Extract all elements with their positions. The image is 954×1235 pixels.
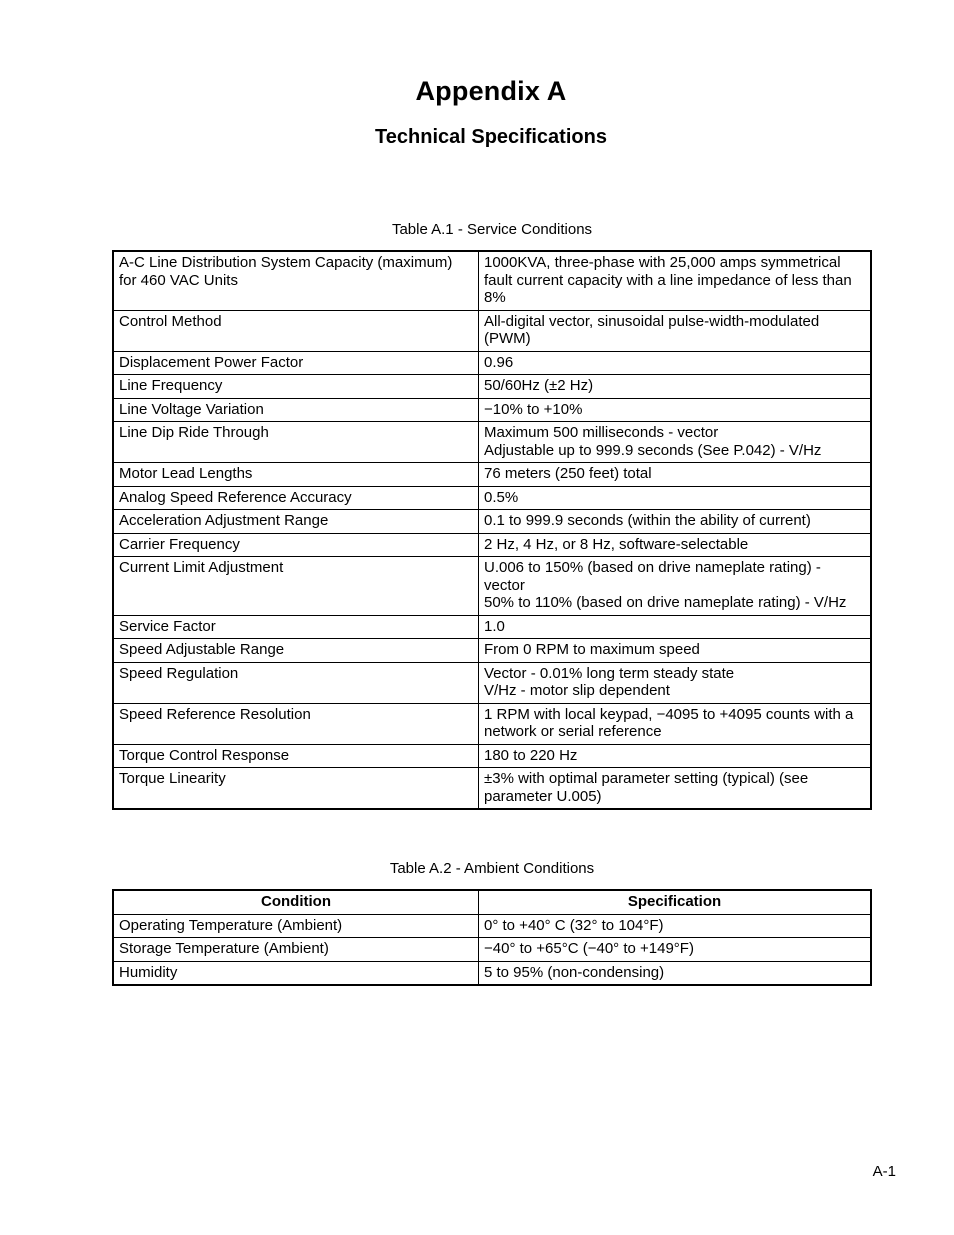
page-title: Appendix A	[415, 76, 567, 106]
row-value: All-digital vector, sinusoidal pulse-width-modulated (PWM)	[479, 310, 872, 351]
row-label: Torque Linearity	[113, 768, 479, 810]
row-label: Storage Temperature (Ambient)	[113, 938, 479, 962]
row-value: 50/60Hz (±2 Hz)	[479, 375, 872, 399]
ambient-conditions-table	[112, 889, 872, 986]
row-value: 1 RPM with local keypad, −4095 to +4095 counts with a network or serial reference	[479, 703, 872, 744]
row-value: 0.96	[479, 351, 872, 375]
row-value: −40° to +65°C (−40° to +149°F)	[479, 938, 872, 962]
table-row	[113, 639, 871, 663]
row-value: U.006 to 150% (based on drive nameplate rating) - vector 50% to 110% (based on drive nameplate rating) - V/Hz	[479, 557, 872, 616]
row-label: Service Factor	[113, 615, 479, 639]
row-value: 76 meters (250 feet) total	[479, 463, 872, 487]
table-row	[113, 914, 871, 938]
row-label: Operating Temperature (Ambient)	[113, 914, 479, 938]
table-row	[113, 463, 871, 487]
row-label: Displacement Power Factor	[113, 351, 479, 375]
table-row	[113, 703, 871, 744]
row-value: 5 to 95% (non-condensing)	[479, 961, 872, 985]
row-value: 0.1 to 999.9 seconds (within the ability of current)	[479, 510, 872, 534]
page-number: A-1	[872, 1163, 896, 1180]
row-value: 1000KVA, three-phase with 25,000 amps symmetrical fault current capacity with a line impedance of less than 8%	[479, 251, 872, 310]
table-caption-ambient-conditions: Table A.2 - Ambient Conditions	[389, 860, 595, 877]
row-label: Carrier Frequency	[113, 533, 479, 557]
table-caption-service-conditions: Table A.1 - Service Conditions	[391, 221, 593, 238]
row-value: −10% to +10%	[479, 398, 872, 422]
table-row	[113, 744, 871, 768]
column-header-condition: Condition	[113, 890, 479, 914]
row-label: Acceleration Adjustment Range	[113, 510, 479, 534]
table-row	[113, 251, 871, 310]
table-row	[113, 533, 871, 557]
row-label: Current Limit Adjustment	[113, 557, 479, 616]
page-subtitle: Technical Specifications	[375, 126, 607, 148]
row-value: 1.0	[479, 615, 872, 639]
row-value: 0.5%	[479, 486, 872, 510]
row-label: Line Voltage Variation	[113, 398, 479, 422]
row-label: Line Frequency	[113, 375, 479, 399]
service-conditions-table	[112, 250, 872, 810]
service-conditions-table-body	[113, 251, 871, 809]
table-row	[113, 310, 871, 351]
table-row	[113, 486, 871, 510]
row-label: Speed Adjustable Range	[113, 639, 479, 663]
table-row	[113, 422, 871, 463]
row-label: Speed Regulation	[113, 662, 479, 703]
row-value: 180 to 220 Hz	[479, 744, 872, 768]
row-label: Torque Control Response	[113, 744, 479, 768]
table-row	[113, 557, 871, 616]
table-row	[113, 398, 871, 422]
row-value: From 0 RPM to maximum speed	[479, 639, 872, 663]
row-label: Motor Lead Lengths	[113, 463, 479, 487]
row-label: Humidity	[113, 961, 479, 985]
row-label: Speed Reference Resolution	[113, 703, 479, 744]
table-row	[113, 615, 871, 639]
row-value: Vector - 0.01% long term steady state V/Hz - motor slip dependent	[479, 662, 872, 703]
ambient-conditions-table-body	[113, 914, 871, 985]
row-label: Control Method	[113, 310, 479, 351]
table-row	[113, 375, 871, 399]
column-header-specification: Specification	[479, 890, 872, 914]
row-label: Analog Speed Reference Accuracy	[113, 486, 479, 510]
row-value: 2 Hz, 4 Hz, or 8 Hz, software-selectable	[479, 533, 872, 557]
table-row	[113, 768, 871, 810]
row-value: ±3% with optimal parameter setting (typical) (see parameter U.005)	[479, 768, 872, 810]
row-label: A-C Line Distribution System Capacity (maximum) for 460 VAC Units	[113, 251, 479, 310]
row-value: Maximum 500 milliseconds - vector Adjustable up to 999.9 seconds (See P.042) - V/Hz	[479, 422, 872, 463]
table-row	[113, 961, 871, 985]
table-row	[113, 351, 871, 375]
row-label: Line Dip Ride Through	[113, 422, 479, 463]
table-header-row	[113, 890, 871, 914]
table-row	[113, 510, 871, 534]
table-row	[113, 938, 871, 962]
row-value: 0° to +40° C (32° to 104°F)	[479, 914, 872, 938]
table-row	[113, 662, 871, 703]
